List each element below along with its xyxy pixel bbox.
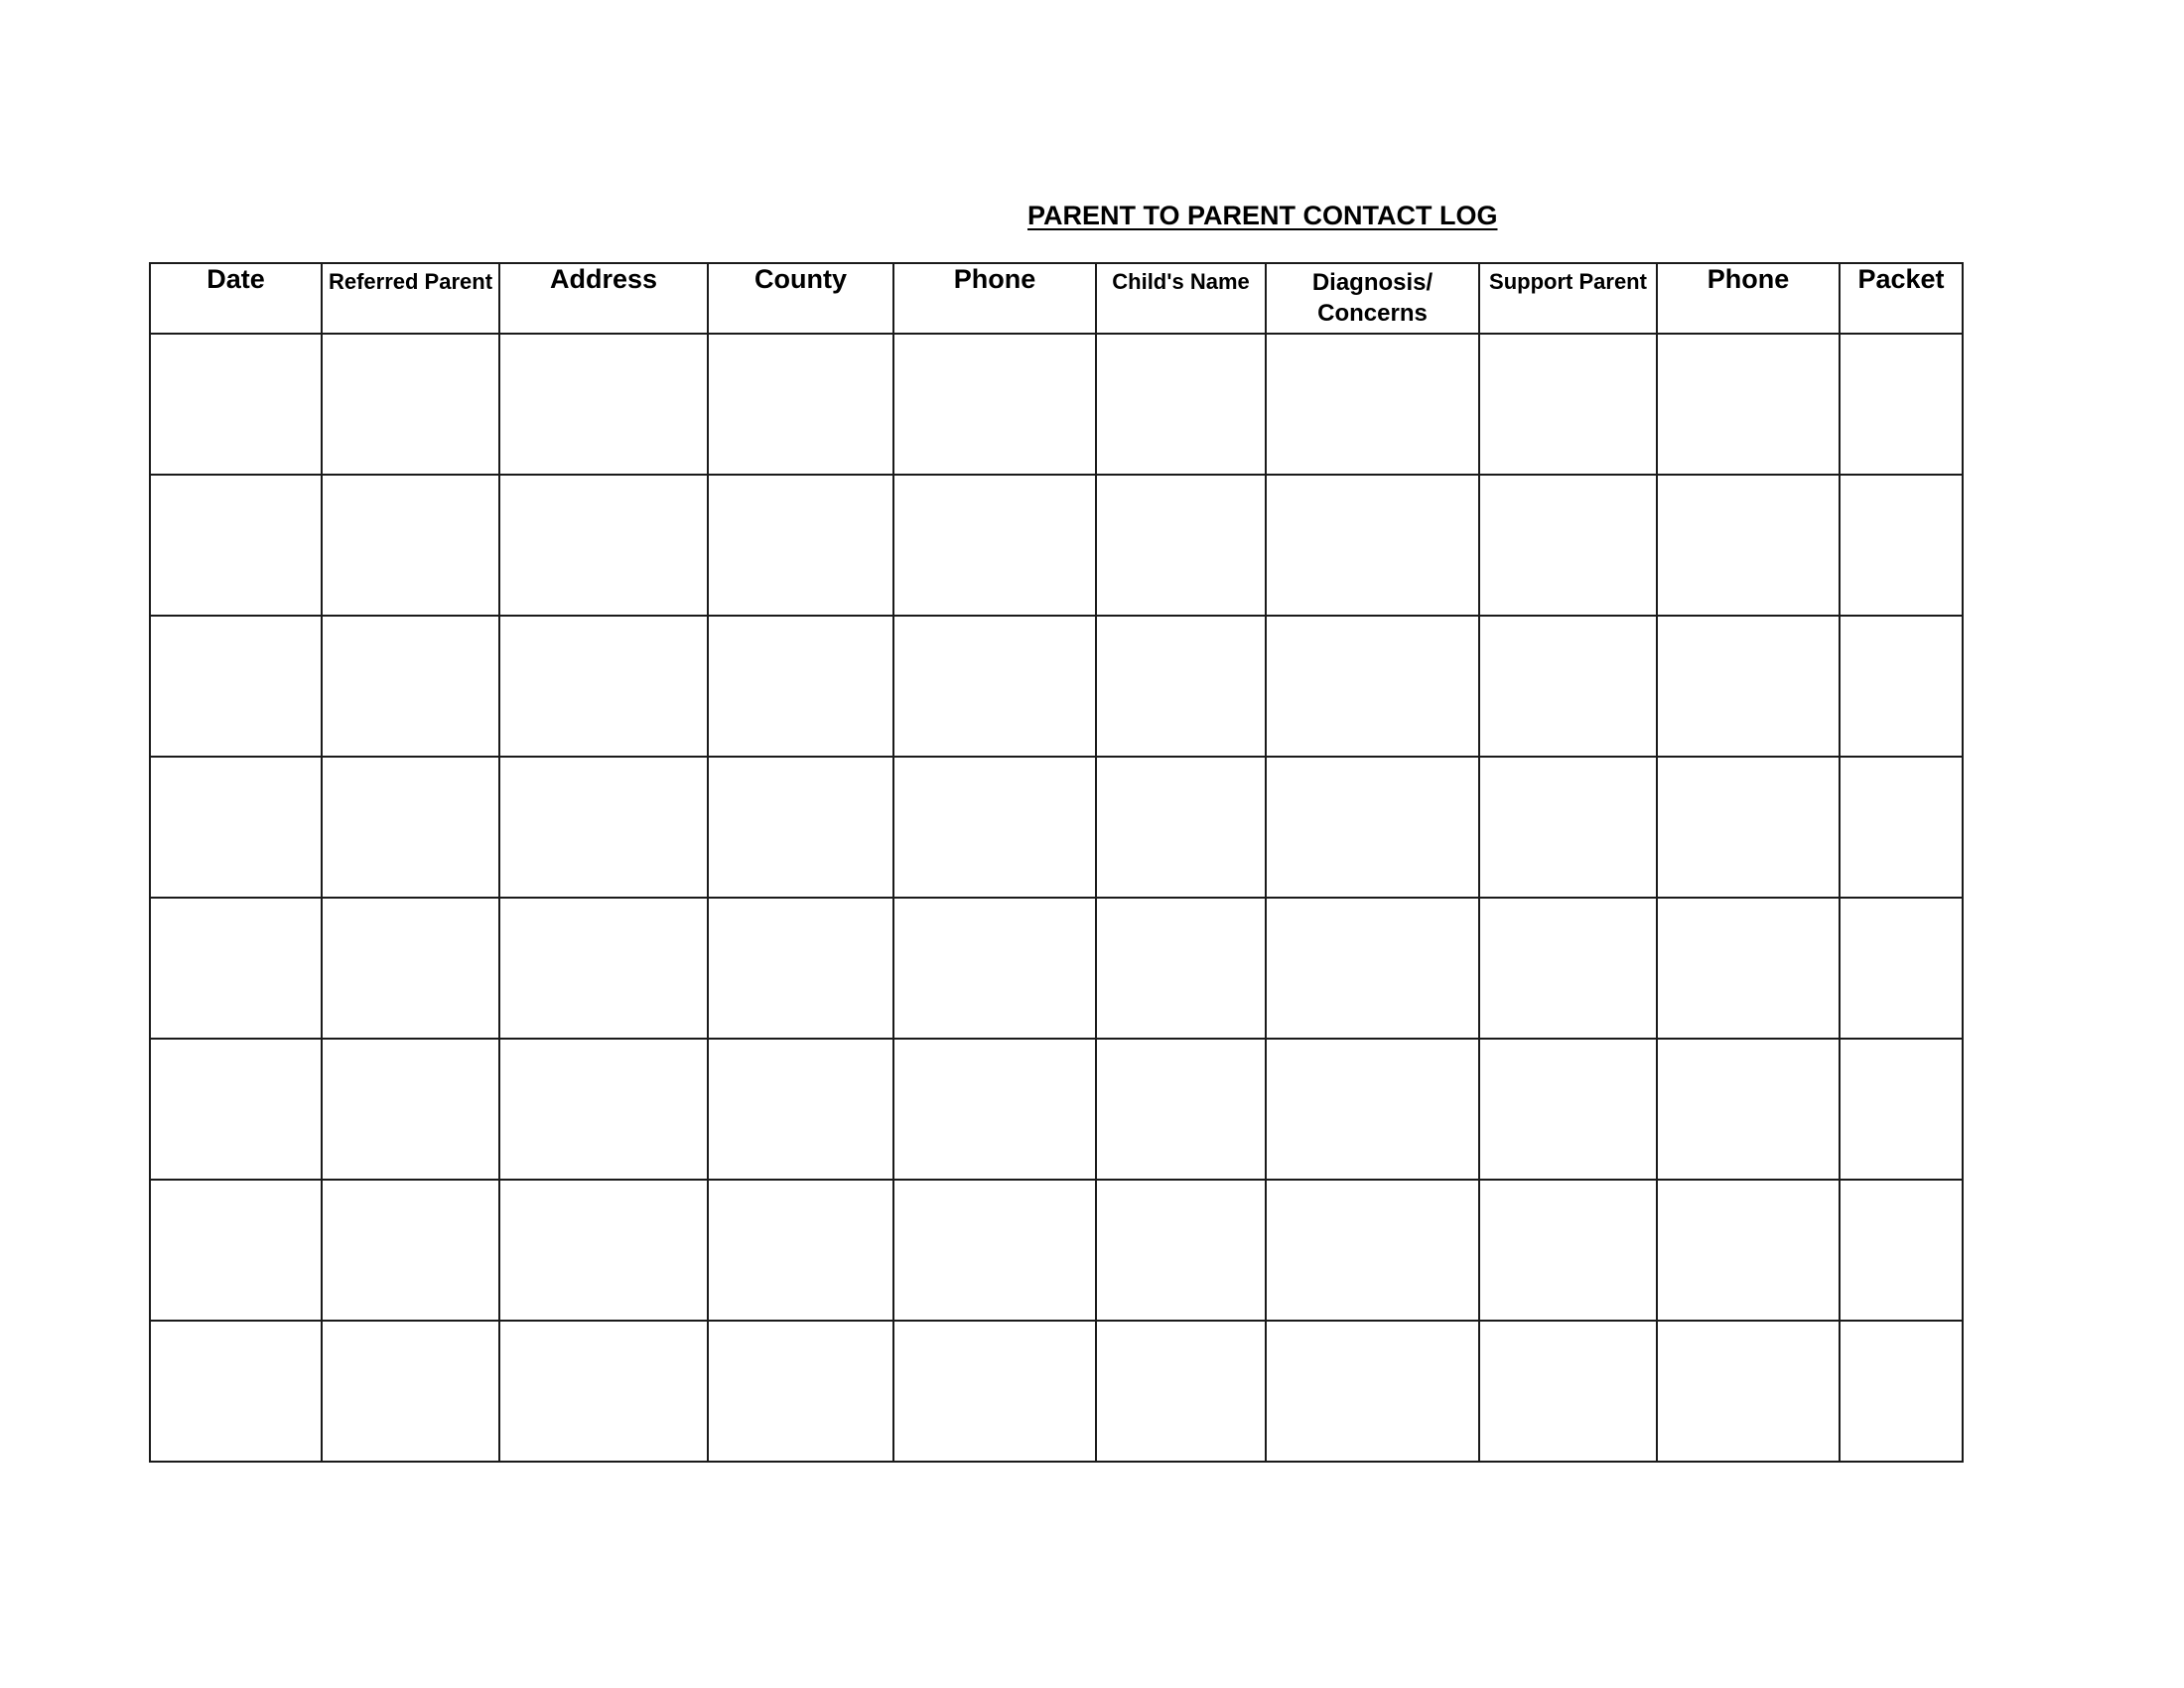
table-cell[interactable] — [322, 1180, 499, 1321]
table-row — [150, 757, 1963, 898]
table-cell[interactable] — [150, 757, 322, 898]
table-cell[interactable] — [1840, 757, 1963, 898]
table-cell[interactable] — [1840, 1321, 1963, 1462]
table-cell[interactable] — [1266, 1180, 1479, 1321]
table-cell[interactable] — [1479, 1180, 1657, 1321]
table-cell[interactable] — [322, 757, 499, 898]
column-header-support-phone: Phone — [1657, 263, 1840, 334]
table-cell[interactable] — [708, 475, 893, 616]
contact-log-table — [149, 262, 1964, 1463]
table-cell[interactable] — [150, 1180, 322, 1321]
table-cell[interactable] — [1266, 1321, 1479, 1462]
column-header-referred-parent: Referred Parent — [322, 263, 499, 334]
table-cell[interactable] — [322, 475, 499, 616]
table-cell[interactable] — [322, 898, 499, 1039]
table-cell[interactable] — [1840, 334, 1963, 475]
table-cell[interactable] — [499, 334, 708, 475]
table-cell[interactable] — [499, 1180, 708, 1321]
table-cell[interactable] — [1840, 898, 1963, 1039]
table-cell[interactable] — [893, 757, 1096, 898]
table-cell[interactable] — [1266, 898, 1479, 1039]
table-cell[interactable] — [893, 1321, 1096, 1462]
table-cell[interactable] — [708, 334, 893, 475]
table-cell[interactable] — [1096, 616, 1266, 757]
table-cell[interactable] — [1479, 334, 1657, 475]
table-cell[interactable] — [1266, 475, 1479, 616]
column-header-support-parent: Support Parent — [1479, 263, 1657, 334]
table-cell[interactable] — [708, 1039, 893, 1180]
table-cell[interactable] — [893, 334, 1096, 475]
page-title: PARENT TO PARENT CONTACT LOG — [1027, 201, 1498, 230]
table-cell[interactable] — [893, 1180, 1096, 1321]
header-row — [150, 263, 1963, 334]
table-cell[interactable] — [1096, 334, 1266, 475]
table-cell[interactable] — [322, 616, 499, 757]
table-row — [150, 616, 1963, 757]
table-cell[interactable] — [708, 1321, 893, 1462]
table-cell[interactable] — [1657, 898, 1840, 1039]
table-cell[interactable] — [1479, 616, 1657, 757]
table-cell[interactable] — [708, 616, 893, 757]
table-cell[interactable] — [322, 1039, 499, 1180]
table-row — [150, 1180, 1963, 1321]
table-cell[interactable] — [1479, 1321, 1657, 1462]
table-cell[interactable] — [1266, 757, 1479, 898]
table-cell[interactable] — [1096, 1180, 1266, 1321]
table-cell[interactable] — [150, 1039, 322, 1180]
table-row — [150, 475, 1963, 616]
table-body — [150, 334, 1963, 1462]
table-cell[interactable] — [1840, 1180, 1963, 1321]
table-cell[interactable] — [499, 1321, 708, 1462]
table-cell[interactable] — [499, 475, 708, 616]
table-cell[interactable] — [1479, 757, 1657, 898]
table-row — [150, 898, 1963, 1039]
table-cell[interactable] — [1840, 475, 1963, 616]
table-cell[interactable] — [1096, 898, 1266, 1039]
table-row — [150, 1321, 1963, 1462]
table-cell[interactable] — [1657, 334, 1840, 475]
table-cell[interactable] — [708, 757, 893, 898]
column-header-childs-name: Child's Name — [1096, 263, 1266, 334]
column-header-county: County — [708, 263, 893, 334]
table-cell[interactable] — [708, 898, 893, 1039]
table-cell[interactable] — [1479, 898, 1657, 1039]
column-header-phone: Phone — [893, 263, 1096, 334]
table-cell[interactable] — [499, 898, 708, 1039]
table-cell[interactable] — [1657, 616, 1840, 757]
column-header-packet: Packet — [1840, 263, 1963, 334]
table-cell[interactable] — [893, 616, 1096, 757]
table-cell[interactable] — [1096, 1321, 1266, 1462]
table-row — [150, 334, 1963, 475]
table-cell[interactable] — [1657, 757, 1840, 898]
table-cell[interactable] — [1657, 1180, 1840, 1321]
table-cell[interactable] — [1840, 1039, 1963, 1180]
table-cell[interactable] — [1096, 475, 1266, 616]
table-cell[interactable] — [1657, 1321, 1840, 1462]
column-header-address: Address — [499, 263, 708, 334]
table-cell[interactable] — [150, 898, 322, 1039]
table-cell[interactable] — [893, 475, 1096, 616]
table-cell[interactable] — [499, 757, 708, 898]
table-cell[interactable] — [1657, 1039, 1840, 1180]
table-cell[interactable] — [708, 1180, 893, 1321]
table-cell[interactable] — [150, 1321, 322, 1462]
table-cell[interactable] — [322, 334, 499, 475]
table-cell[interactable] — [150, 616, 322, 757]
table-cell[interactable] — [1266, 1039, 1479, 1180]
table-cell[interactable] — [1479, 475, 1657, 616]
column-header-date: Date — [150, 263, 322, 334]
table-cell[interactable] — [150, 334, 322, 475]
table-cell[interactable] — [1657, 475, 1840, 616]
column-header-diagnosis-concerns: Diagnosis/ Concerns — [1266, 263, 1479, 334]
table-cell[interactable] — [1266, 334, 1479, 475]
table-cell[interactable] — [499, 616, 708, 757]
table-cell[interactable] — [150, 475, 322, 616]
table-cell[interactable] — [1266, 616, 1479, 757]
table-cell[interactable] — [893, 1039, 1096, 1180]
table-cell[interactable] — [1096, 1039, 1266, 1180]
table-cell[interactable] — [499, 1039, 708, 1180]
table-cell[interactable] — [322, 1321, 499, 1462]
table-cell[interactable] — [1479, 1039, 1657, 1180]
table-row — [150, 1039, 1963, 1180]
table-cell[interactable] — [1096, 757, 1266, 898]
table-cell[interactable] — [893, 898, 1096, 1039]
table-cell[interactable] — [1840, 616, 1963, 757]
